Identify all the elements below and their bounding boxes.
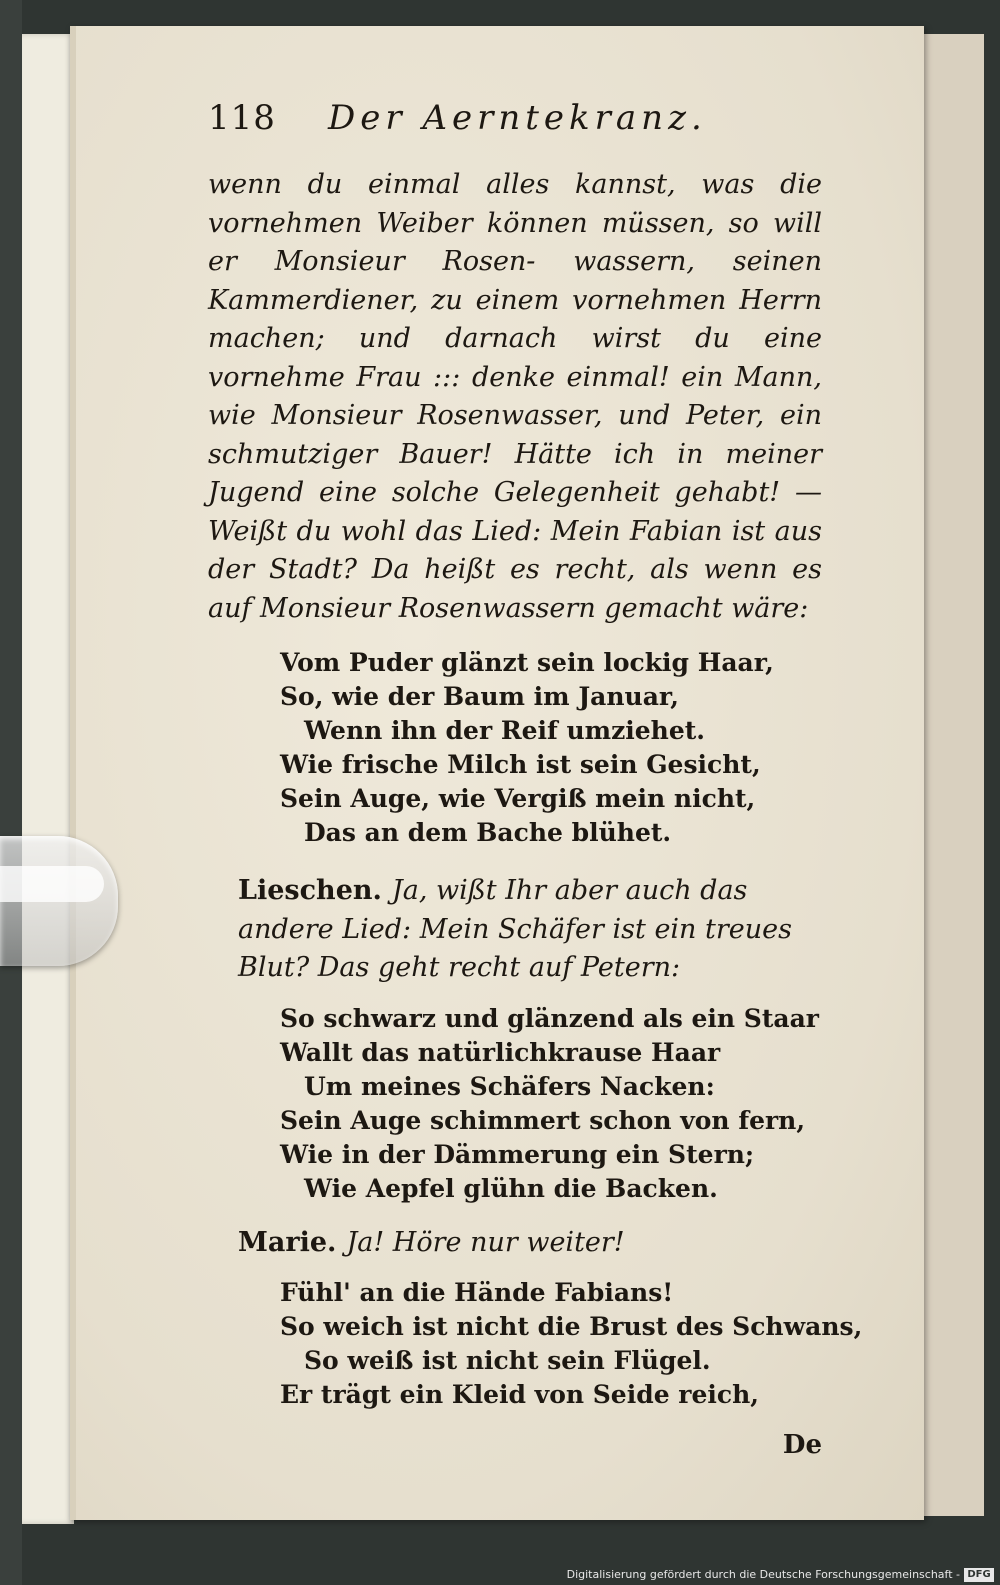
- running-title: Der Aerntekranz.: [328, 98, 707, 138]
- verse-stanza-schaefer: [132, 1002, 832, 1206]
- right-page-edge: [918, 34, 984, 1516]
- verse-line: Er trägt ein Kleid von Seide reich,: [280, 1380, 759, 1409]
- scanner-backdrop: [0, 0, 22, 1585]
- verse-line: Fühl' an die Hände Fabians!: [280, 1278, 674, 1307]
- verse-line: Wallt das natürlichkrause Haar: [280, 1037, 721, 1067]
- verse-line: Wenn ihn der Reif umziehet.: [304, 716, 706, 745]
- verse-line: Das an dem Bache blühet.: [304, 818, 672, 847]
- verse-stanza-fabian: [132, 646, 832, 850]
- speech-text: Ja! Höre nur weiter!: [346, 1226, 625, 1258]
- verse-line: Wie frische Milch ist sein Gesicht,: [280, 750, 761, 779]
- verse-line: So weiß ist nicht sein Flügel.: [304, 1346, 711, 1375]
- speaker-name: Lieschen.: [238, 875, 382, 906]
- verse-line: Vom Puder glänzt sein lockig Haar,: [280, 648, 774, 677]
- page-header: [132, 98, 832, 144]
- dfg-logo: DFG: [964, 1568, 994, 1582]
- left-page-edge: [22, 34, 74, 1524]
- speech-text: Ja, wißt Ihr aber auch das andere Lied: Mein Schäfer ist ein treues Blut? Das geht recht auf Petern:: [238, 875, 792, 983]
- verse-line: So weich ist nicht die Brust des Schwans,: [280, 1312, 863, 1341]
- catchword: De: [782, 1430, 822, 1460]
- verse-line: Um meines Schäfers Nacken:: [304, 1071, 715, 1101]
- page-content: [132, 98, 863, 1460]
- page-number: 118: [208, 98, 276, 138]
- prose-paragraph: wenn du einmal alles kannst, was die vornehmen Weiber können müssen, so will er Monsieur Rosen- wassern, seinen Kammerdiener, zu einem vornehmen Herrn machen; und darnach wirst du eine vornehme Frau ::: denke einmal! ein Mann, wie Monsieur Rosenwasser, und Peter, ein schmutziger Bauer! Hätte ich in meiner Jugend eine solche Gelegenheit gehabt! — Weißt du wohl das Lied: Mein Fabian ist aus der Stadt? Da heißt es recht, als wenn es auf Monsieur Rosenwassern gemacht wäre:: [208, 169, 822, 624]
- verse-line: So, wie der Baum im Januar,: [280, 682, 679, 711]
- verse-line: Wie Aepfel glühn die Backen.: [304, 1173, 718, 1203]
- verse-line: Sein Auge schimmert schon von fern,: [280, 1105, 806, 1135]
- verse-stanza-haende: [132, 1276, 863, 1412]
- speech-marie: [132, 1224, 832, 1263]
- verse-line: So schwarz und glänzend als ein Staar: [280, 1003, 819, 1033]
- page-clip-highlight: [0, 866, 104, 902]
- verse-line: Sein Auge, wie Vergiß mein nicht,: [280, 784, 756, 813]
- speech-lieschen: [132, 872, 832, 988]
- speaker-name: Marie.: [238, 1226, 337, 1258]
- verse-line: Wie in der Dämmerung ein Stern;: [280, 1139, 755, 1169]
- digitization-credit: Digitalisierung gefördert durch die Deutsche Forschungsgemeinschaft -: [566, 1568, 960, 1581]
